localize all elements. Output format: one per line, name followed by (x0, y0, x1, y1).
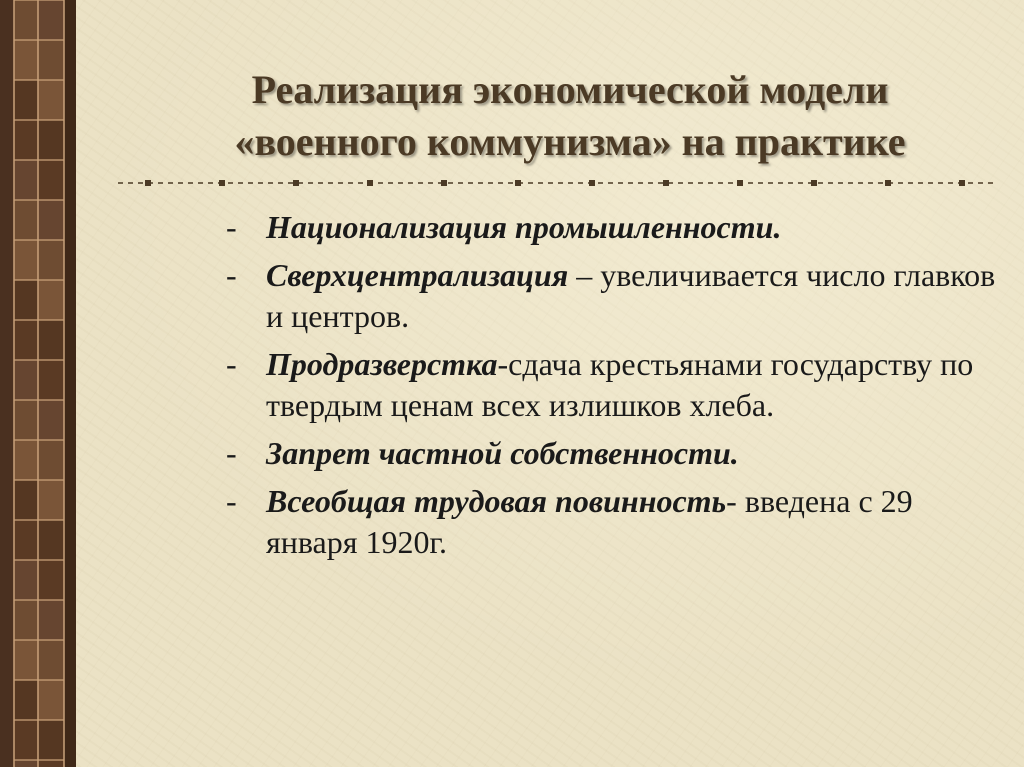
item-term: Продразверстка (266, 346, 498, 382)
item-text: - введена с 29 января 1920г. (266, 483, 913, 560)
slide-title (120, 64, 1020, 168)
bullet-dash: - (226, 435, 237, 471)
bullet-dash: - (226, 257, 237, 293)
list-item (220, 207, 1000, 248)
bullet-dash: - (226, 346, 237, 382)
item-term: Запрет частной собственности. (266, 435, 739, 471)
bullet-list (220, 207, 1000, 570)
list-item (220, 255, 1000, 337)
bullet-dash: - (226, 483, 237, 519)
item-text: -сдача крестьянами государству по твердым ценам всех излишков хлеба. (266, 346, 974, 423)
title-divider (118, 176, 998, 190)
list-item (220, 433, 1000, 474)
title-line-1: Реализация экономической модели (251, 67, 889, 112)
decorative-border-strip (0, 0, 76, 767)
item-text: – увеличивается число главков и центров. (266, 257, 996, 334)
list-item (220, 481, 1000, 563)
list-item (220, 344, 1000, 426)
bullet-dash: - (226, 209, 237, 245)
item-term: Всеобщая трудовая повинность (266, 483, 727, 519)
title-line-2: «военного коммунизма» на практике (234, 119, 906, 164)
item-term: Сверхцентрализация (266, 257, 569, 293)
item-term: Национализация промышленности. (266, 209, 782, 245)
